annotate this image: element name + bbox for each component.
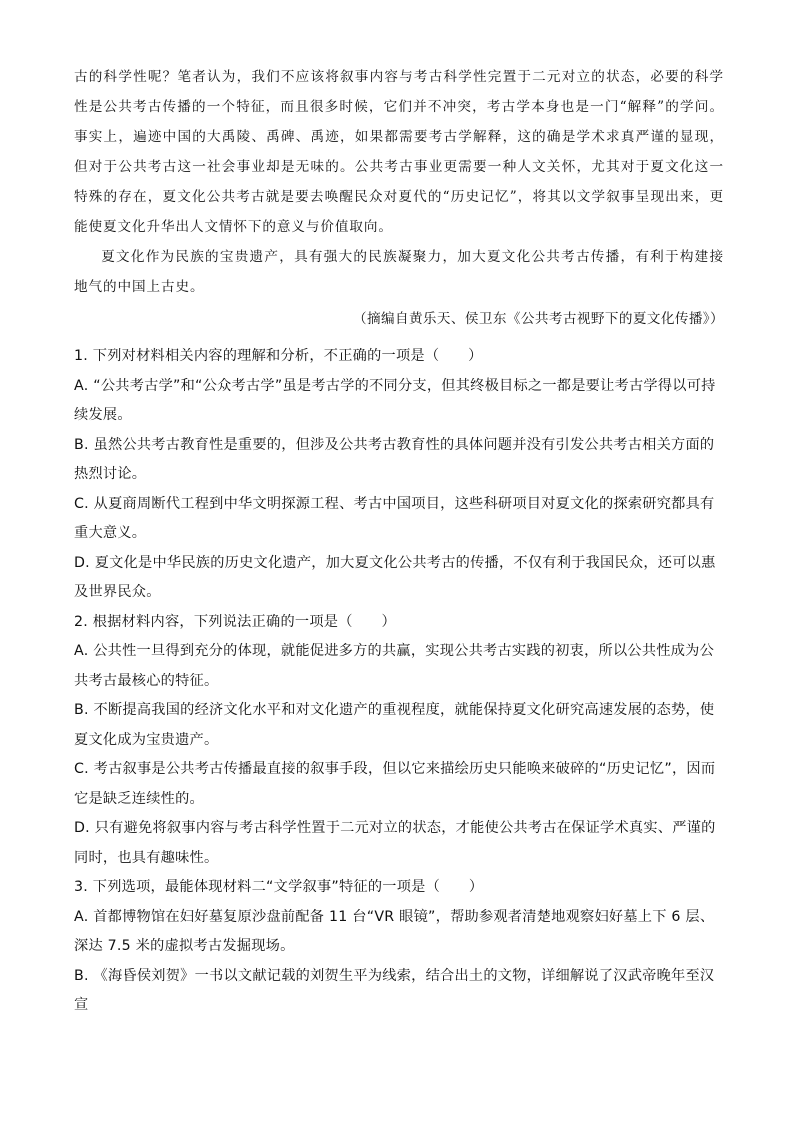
- question-2: [74, 608, 724, 874]
- passage-paragraph-1: 古的科学性呢？笔者认为，我们不应该将叙事内容与考古科学性完置于二元对立的状态，必要的科学性是公共考古传播的一个特征，而且很多时候，它们并不冲突，考古学本身也是一门“解释”的学问。事实上，遍迹中国的大禹陵、禹碑、禹迹，如果都需要考古学解释，这的确是学术求真严谨的显现，但对于公共考古这一社会事业却是无味的。公共考古事业更需要一种人文关怀，尤其对于夏文化这一特殊的存在，夏文化公共考古就是要去唤醒民众对夏代的“历史记忆”，将其以文学叙事呈现出来，更能使夏文化升华出人文情怀下的意义与价值取向。: [74, 69, 724, 235]
- question-1-option-a: A. “公共考古学”和“公众考古学”虽是考古学的不同分支，但其终极目标之一都是要让考古学得以可持续发展。: [74, 377, 716, 423]
- passage-paragraph-2: 夏文化作为民族的宝贵遗产，具有强大的民族凝聚力，加大夏文化公共考古传播，有利于构建接地气的中国上古史。: [74, 249, 724, 295]
- question-1-option-c: C. 从夏商周断代工程到中华文明探源工程、考古中国项目，这些科研项目对夏文化的探索研究都具有重大意义。: [74, 495, 715, 541]
- question-3-stem: 3. 下列选项，最能体现材料二“文学叙事”特征的一项是（ ）: [74, 879, 484, 895]
- question-2-stem: 2. 根据材料内容，下列说法正确的一项是（ ）: [74, 613, 396, 630]
- question-2-option-b: B. 不断提高我国的经济文化水平和对文化遗产的重视程度，就能保持夏文化研究高速发展的态势，使夏文化成为宝贵遗产。: [74, 702, 715, 748]
- question-3-option-b: B. 《海昏侯刘贺》一书以文献记载的刘贺生平为线索，结合出土的文物，详细解说了汉武帝晚年至汉宣: [74, 967, 715, 1013]
- question-1-option-b: B. 虽然公共考古教育性是重要的，但涉及公共考古教育性的具体问题并没有引发公共考古相关方面的热烈讨论。: [74, 436, 715, 482]
- question-3-option-a: A. 首都博物馆在妇好墓复原沙盘前配备 11 台“VR 眼镜”，帮助参观者清楚地观察妇好墓上下 6 层、深达 7.5 米的虚拟考古发掘现场。: [74, 908, 715, 954]
- passage-source-citation: （摘编自黄乐天、侯卫东《公共考古视野下的夏文化传播》）: [352, 311, 724, 327]
- question-2-option-d: D. 只有避免将叙事内容与考古科学性置于二元对立的状态，才能使公共考古在保证学术真实、严谨的同时，也具有趣味性。: [74, 820, 716, 866]
- question-2-option-a: A. 公共性一旦得到充分的体现，就能促进多方的共赢，实现公共考古实践的初衷，所以公共性成为公共考古最核心的特征。: [74, 643, 715, 689]
- question-1-option-d: D. 夏文化是中华民族的历史文化遗产，加大夏文化公共考古的传播，不仅有利于我国民众，还可以惠及世界民众。: [74, 554, 716, 600]
- reading-passage: [74, 62, 724, 334]
- question-1: [74, 342, 724, 608]
- question-1-stem: 1. 下列对材料相关内容的理解和分析，不正确的一项是（ ）: [74, 348, 483, 364]
- question-list: [74, 342, 724, 1021]
- question-2-option-c: C. 考古叙事是公共考古传播最直接的叙事手段，但以它来描绘历史只能唤来破碎的“历史记忆”，因而它是缺乏连续性的。: [74, 761, 716, 807]
- question-3: [74, 873, 724, 1021]
